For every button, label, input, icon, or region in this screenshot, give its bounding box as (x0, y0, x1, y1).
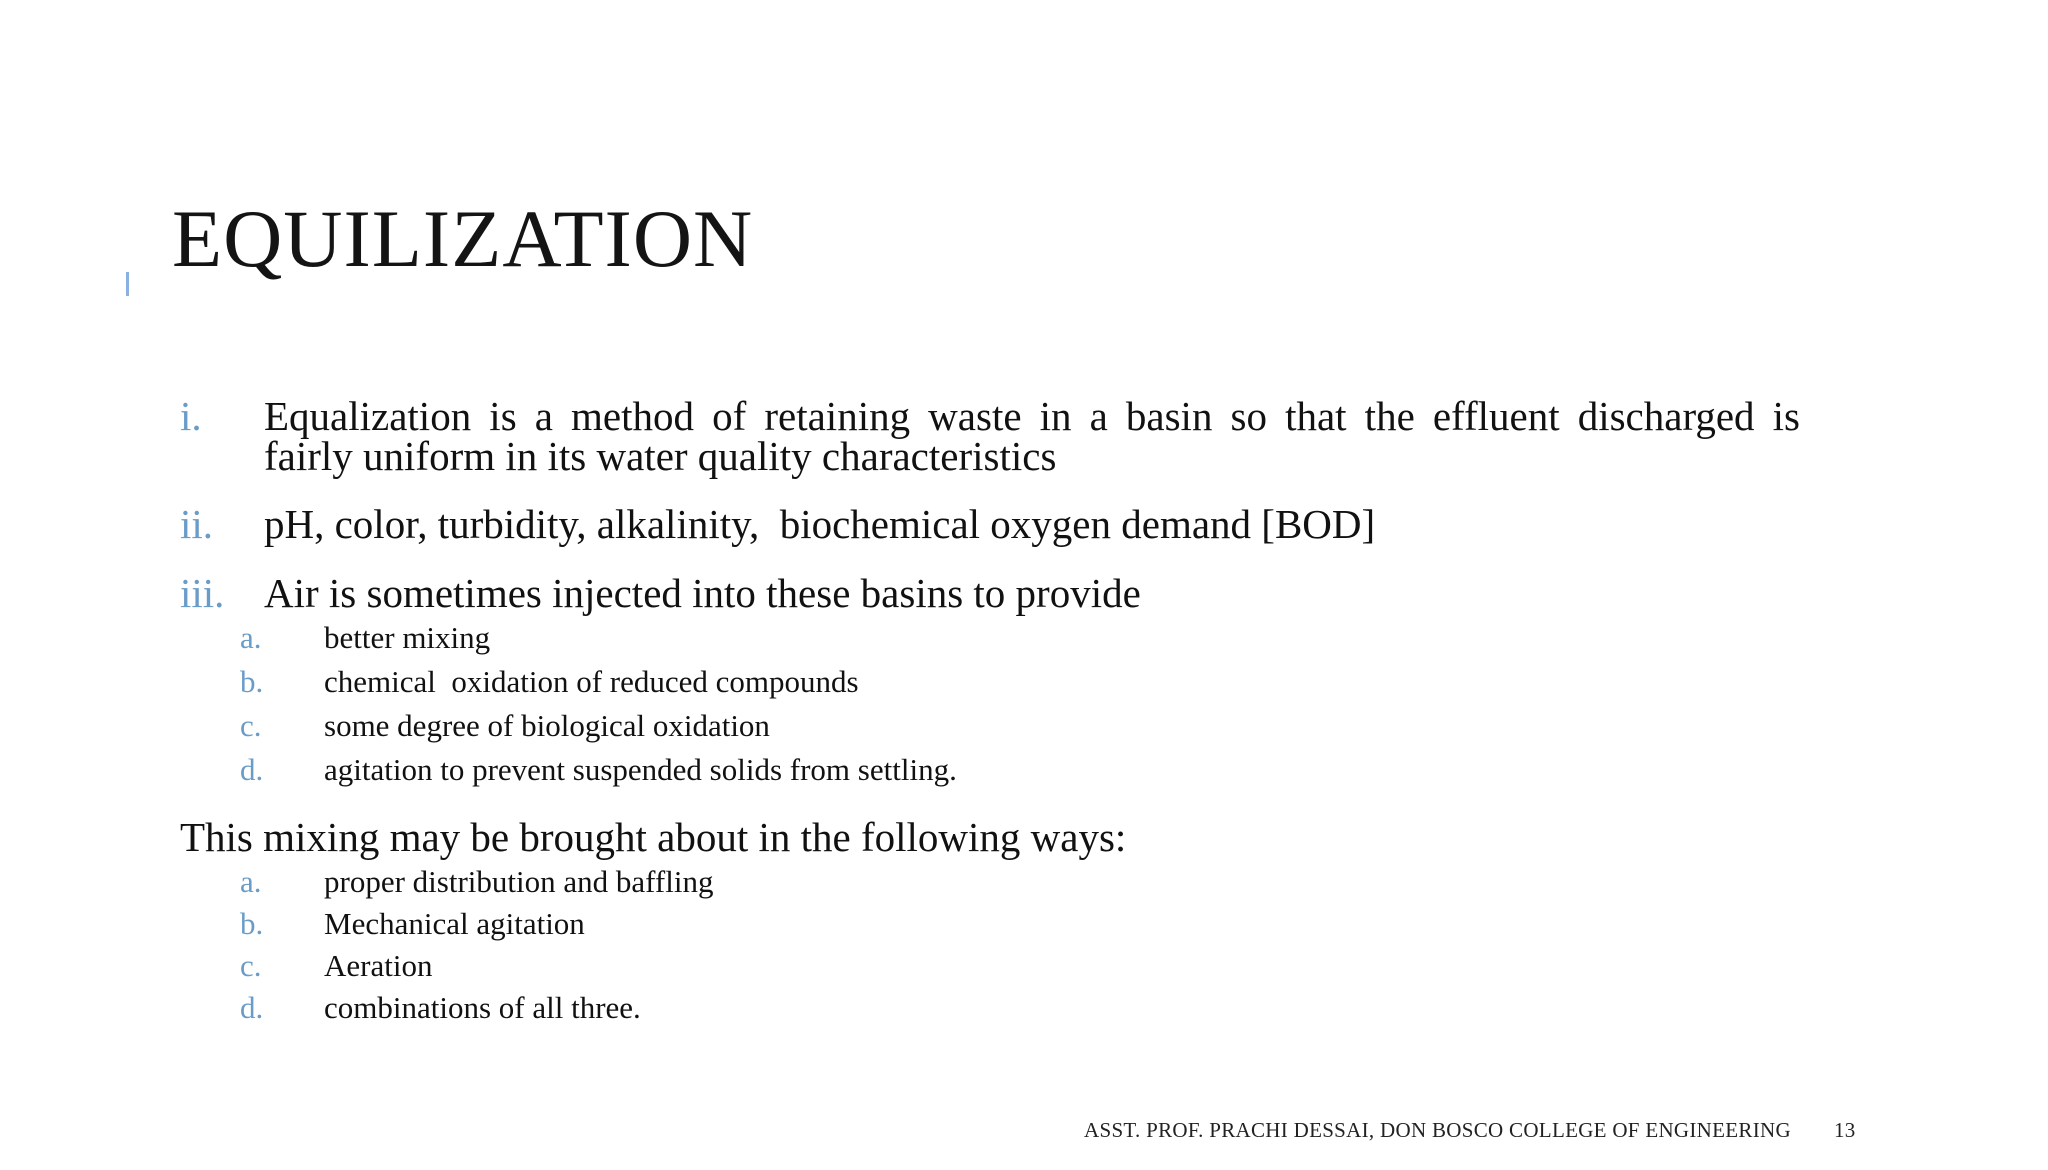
sub-list-letter: b. (240, 906, 264, 941)
list-item-iii (180, 570, 1800, 616)
sub-list-text: chemical oxidation of reduced compounds (324, 664, 859, 699)
list-item-text: pH, color, turbidity, alkalinity, biochemical oxygen demand [BOD] (264, 501, 1376, 547)
sub-list-letter: a. (240, 620, 262, 655)
list-number: ii. (180, 501, 214, 547)
sub-list-text: some degree of biological oxidation (324, 708, 770, 743)
accent-mark (126, 272, 129, 296)
sub-list-text: Mechanical agitation (324, 906, 585, 941)
sub-list-text: proper distribution and baffling (324, 864, 714, 899)
sub-list-text: Aeration (324, 948, 433, 983)
list-item-text (264, 393, 1800, 479)
list-item-i (180, 393, 1800, 479)
list-item-ii (180, 501, 1800, 547)
footer-author: ASST. PROF. PRACHI DESSAI, DON BOSCO COLLEGE OF ENGINEERING (1084, 1118, 1791, 1142)
list-item-text-line1: Equalization is a method of retaining waste in a basin so that the effluent discharged is (264, 393, 1800, 439)
mixing-paragraph: This mixing may be brought about in the following ways: (180, 814, 1127, 860)
list-number: iii. (180, 570, 225, 616)
sub-list-letter: d. (240, 990, 264, 1025)
sub-list-text: better mixing (324, 620, 491, 655)
sub-list-letter: d. (240, 752, 264, 787)
sub-list-text: agitation to prevent suspended solids from settling. (324, 752, 957, 787)
list-number: i. (180, 393, 202, 439)
list-item-text: Air is sometimes injected into these basins to provide (264, 570, 1141, 616)
sub-list-letter: c. (240, 948, 262, 983)
sub-list-letter: b. (240, 664, 264, 699)
sub-list-letter: c. (240, 708, 262, 743)
page-number: 13 (1834, 1118, 1856, 1142)
sub-list-text: combinations of all three. (324, 990, 641, 1025)
slide-title: EQUILIZATION (172, 193, 754, 284)
sub-list-letter: a. (240, 864, 262, 899)
list-item-text-line2: fairly uniform in its water quality characteristics (264, 433, 1057, 479)
